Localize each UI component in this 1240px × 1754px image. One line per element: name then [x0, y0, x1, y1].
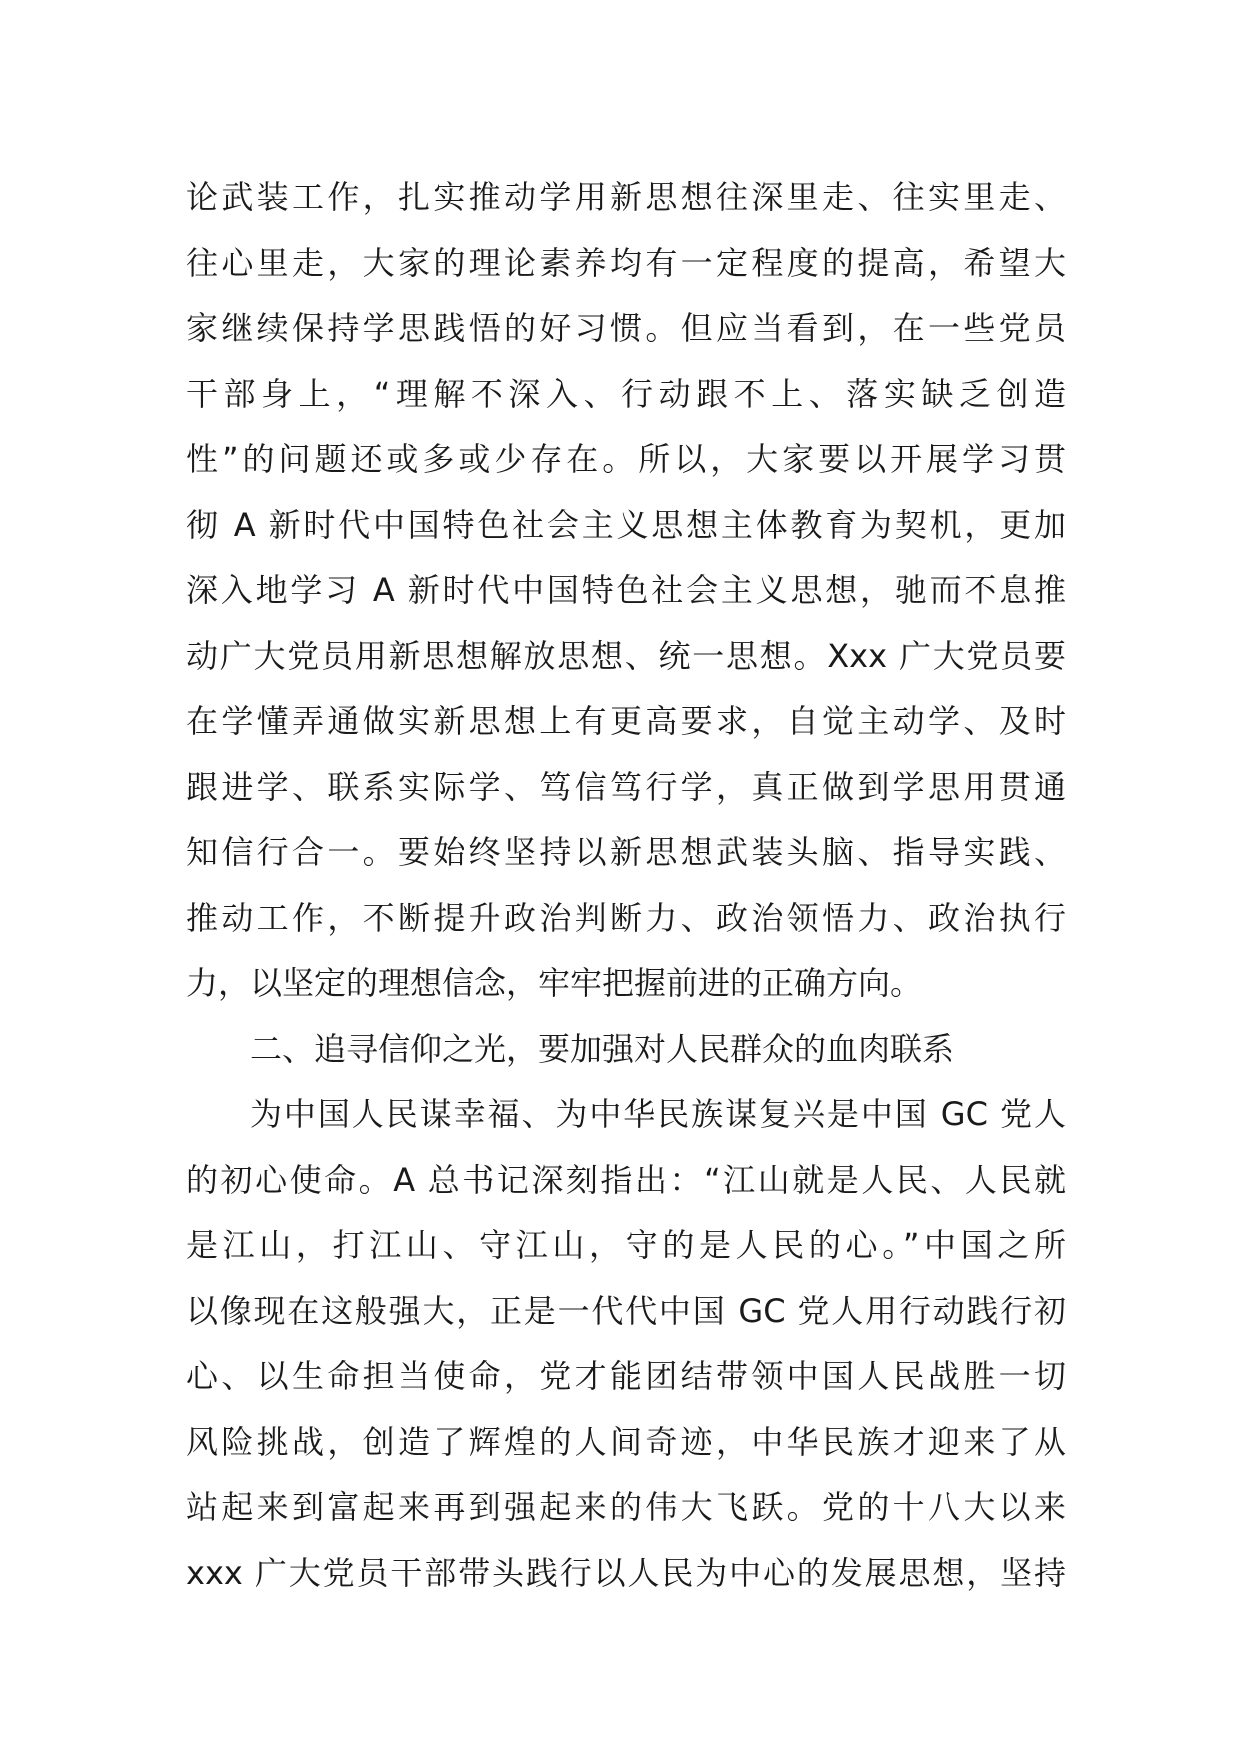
text-line: 性”的问题还或多或少存在。所以，大家要以开展学习贯	[186, 440, 1066, 478]
text-line: 风险挑战，创造了辉煌的人间奇迹，中华民族才迎来了从	[186, 1422, 1066, 1461]
text-line: 深入地学习 A 新时代中国特色社会主义思想，驰而不息推	[186, 571, 1066, 609]
text-line: 是江山，打江山、守江山，守的是人民的心。”中国之所	[186, 1226, 1066, 1264]
text-line: 论武装工作，扎实推动学用新思想往深里走、往实里走、	[186, 178, 1066, 216]
text-line: xxx 广大党员干部带头践行以人民为中心的发展思想，坚持	[186, 1553, 1066, 1592]
text-line: 的初心使命。A 总书记深刻指出：“江山就是人民、人民就	[186, 1160, 1066, 1199]
text-line: 力，以坚定的理想信念，牢牢把握前进的正确方向。	[186, 964, 923, 1002]
text-line: 家继续保持学思践悟的好习惯。但应当看到，在一些党员	[186, 309, 1066, 347]
text-line: 往心里走，大家的理论素养均有一定程度的提高，希望大	[186, 243, 1066, 282]
text-line: 知信行合一。要始终坚持以新思想武装头脑、指导实践、	[186, 833, 1066, 871]
text-line: 彻 A 新时代中国特色社会主义思想主体教育为契机，更加	[186, 505, 1066, 544]
text-line: 心、以生命担当使命，党才能团结带领中国人民战胜一切	[186, 1357, 1066, 1395]
text-line: 为中国人民谋幸福、为中华民族谋复兴是中国 GC 党人	[250, 1095, 1066, 1133]
body-text	[186, 165, 1066, 1606]
text-line: 站起来到富起来再到强起来的伟大飞跃。党的十八大以来	[186, 1488, 1066, 1526]
text-line: 干部身上，“理解不深入、行动跟不上、落实缺乏创造	[186, 374, 1066, 413]
text-line: 动广大党员用新思想解放思想、统一思想。Xxx 广大党员要	[186, 636, 1066, 675]
text-line: 在学懂弄通做实新思想上有更高要求，自觉主动学、及时	[186, 702, 1066, 740]
text-line: 二、追寻信仰之光，要加强对人民群众的血肉联系	[250, 1029, 955, 1068]
text-line: 推动工作，不断提升政治判断力、政治领悟力、政治执行	[186, 898, 1066, 937]
text-line: 跟进学、联系实际学、笃信笃行学，真正做到学思用贯通	[186, 767, 1066, 806]
text-line: 以像现在这般强大，正是一代代中国 GC 党人用行动践行初	[186, 1291, 1066, 1330]
